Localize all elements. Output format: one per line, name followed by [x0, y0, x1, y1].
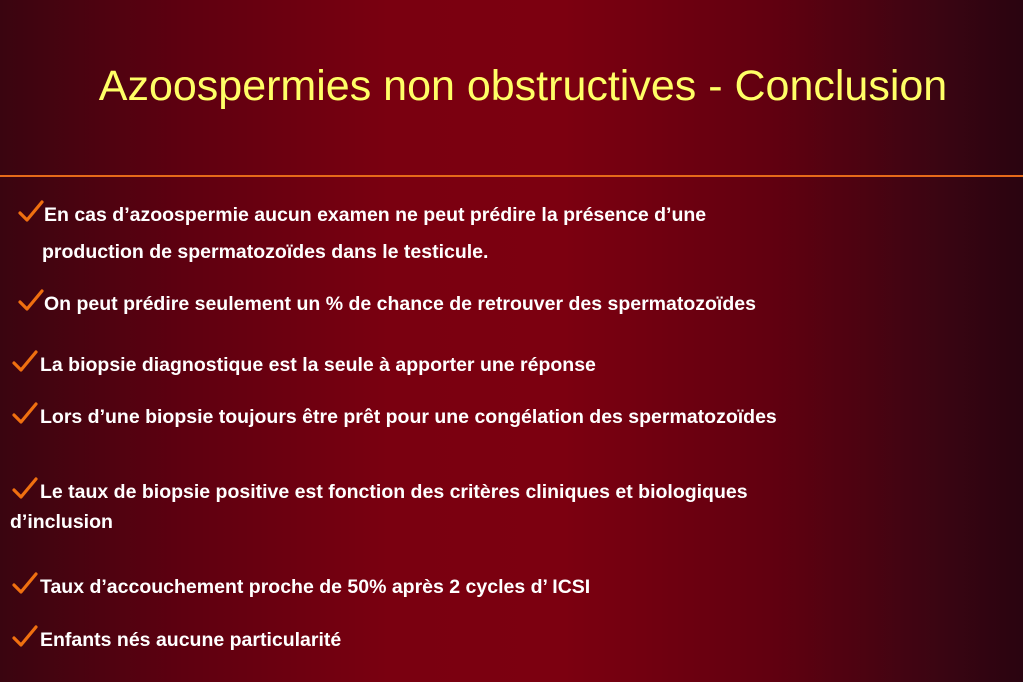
checkmark-icon — [18, 200, 44, 224]
bullet-text-continuation: d’inclusion — [10, 511, 113, 533]
title-divider — [0, 175, 1023, 177]
bullet-text: Le taux de biopsie positive est fonction des critères cliniques et biologiques — [40, 481, 748, 503]
checkmark-icon — [12, 350, 38, 374]
slide-title: Azoospermies non obstructives - Conclusion — [98, 62, 948, 110]
bullet-text: La biopsie diagnostique est la seule à apporter une réponse — [40, 354, 596, 376]
checkmark-icon — [12, 572, 38, 596]
bullet-text: On peut prédire seulement un % de chance de retrouver des spermatozoïdes — [44, 293, 756, 315]
bullet-text: En cas d’azoospermie aucun examen ne peut prédire la présence d’une — [44, 204, 707, 226]
bullet-text: Enfants nés aucune particularité — [40, 629, 342, 651]
bullet-text: Lors d’une biopsie toujours être prêt pour une congélation des spermatozoïdes — [40, 406, 777, 428]
bullet-text-continuation: production de spermatozoïdes dans le testicule. — [42, 241, 489, 263]
checkmark-icon — [12, 402, 38, 426]
checkmark-icon — [12, 477, 38, 501]
checkmark-icon — [18, 289, 44, 313]
checkmark-icon — [12, 625, 38, 649]
bullet-text: Taux d’accouchement proche de 50% après 2 cycles d’ ICSI — [40, 576, 591, 598]
